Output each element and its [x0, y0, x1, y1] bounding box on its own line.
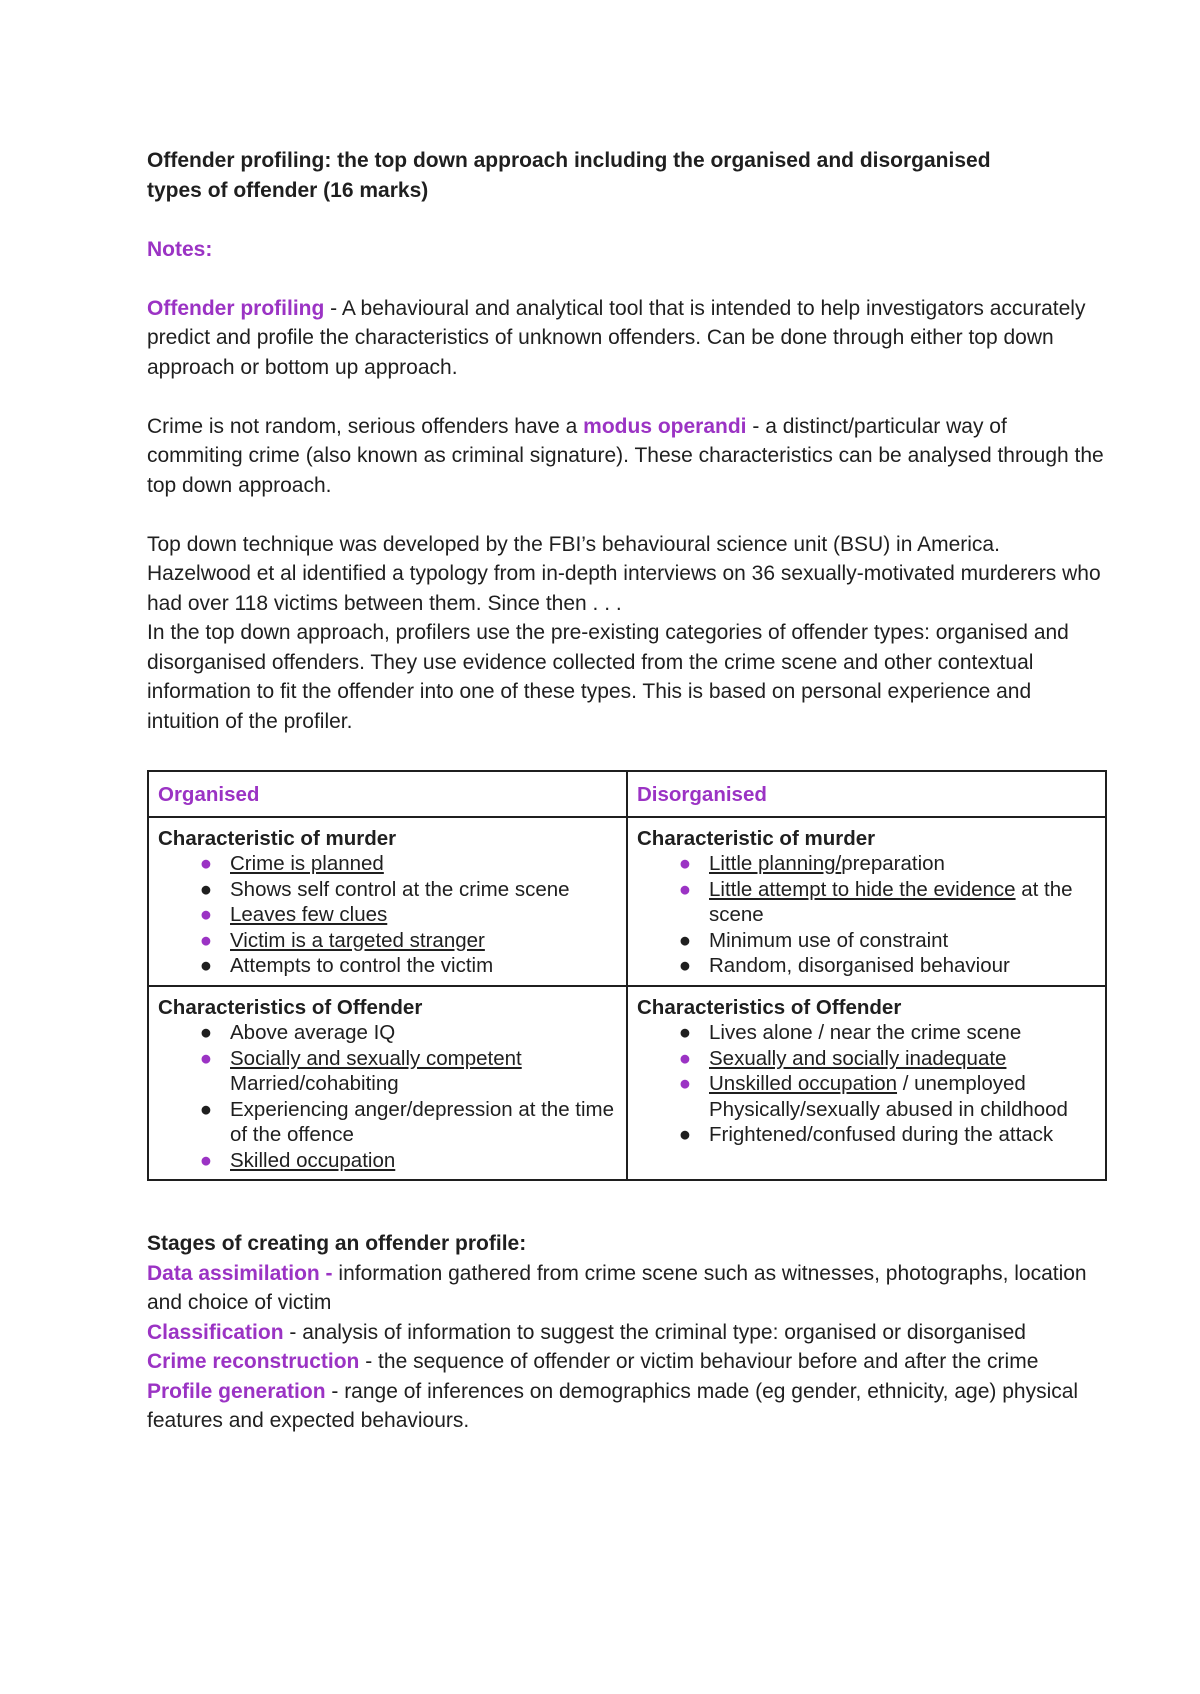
bullet-list — [158, 1020, 617, 1173]
item-text: Lives alone / near the crime scene — [709, 1021, 1022, 1044]
list-item — [199, 1097, 617, 1148]
top-down-paragraph-2: In the top down approach, profilers use the pre-existing categories of offender types: organised and disorganised offenders. They use evidence collected from the crime scene and other contextual information to fit the offender into one of these types. This is based on personal experience and intuition of the profiler. — [147, 621, 1069, 733]
stage-item — [147, 1259, 1107, 1318]
list-item — [230, 1071, 617, 1097]
underlined-text: Little attempt to hide the evidence — [709, 877, 1016, 901]
list-item — [678, 1046, 1096, 1072]
list-item — [199, 1046, 617, 1072]
item-text: Experiencing anger/depression at the time of the offence — [230, 1097, 615, 1146]
bullet-icon: ● — [678, 877, 692, 901]
stages-heading: Stages of creating an offender profile: — [147, 1232, 527, 1255]
stage-item — [147, 1318, 1107, 1348]
modus-paragraph — [147, 412, 1107, 501]
modus-term: modus operandi — [583, 414, 747, 438]
stage-text: - analysis of information to suggest the criminal type: organised or disorganised — [283, 1320, 1026, 1344]
list-item — [678, 877, 1096, 928]
list-item — [199, 1148, 617, 1174]
stage-text: - the sequence of offender or victim behaviour before and after the crime — [359, 1350, 1039, 1373]
title-line-2: types of offender (16 marks) — [147, 178, 429, 202]
bullet-icon: ● — [678, 1046, 692, 1070]
stage-item — [147, 1377, 1107, 1436]
list-item — [199, 953, 617, 979]
underlined-text: Unskilled occupation — [709, 1072, 898, 1095]
underlined-text: Crime is planned — [230, 852, 384, 875]
cell-heading: Characteristics of Offender — [158, 995, 423, 1019]
list-item — [678, 953, 1096, 979]
item-text: Frightened/confused during the attack — [709, 1123, 1054, 1146]
bullet-list — [637, 851, 1096, 979]
bullet-icon: ● — [199, 1097, 213, 1121]
definition-term: Offender profiling — [147, 296, 325, 320]
list-item — [199, 928, 617, 954]
stage-item — [147, 1347, 1107, 1377]
stages-list — [147, 1259, 1107, 1436]
item-text: Shows self control at the crime scene — [230, 877, 570, 901]
bullet-icon: ● — [678, 954, 692, 977]
definition-paragraph — [147, 294, 1107, 383]
list-item — [678, 851, 1096, 877]
stage-text: information gathered from crime scene such as witnesses, photographs, location and choice of victim — [147, 1261, 1087, 1314]
bullet-list — [637, 1020, 1096, 1148]
bullet-icon: ● — [678, 1021, 692, 1044]
stages-section — [147, 1229, 1107, 1436]
organised-header: Organised — [148, 771, 627, 817]
list-item — [678, 1122, 1096, 1148]
item-text: Married/cohabiting — [230, 1072, 399, 1095]
bullet-icon: ● — [199, 1021, 213, 1044]
document-title — [147, 146, 1107, 205]
underlined-text: Skilled occupation — [230, 1148, 396, 1172]
bullet-icon: ● — [678, 928, 692, 952]
cell-heading: Characteristic of murder — [158, 826, 397, 850]
stage-term: Classification — [147, 1320, 284, 1344]
organised-murder-cell — [148, 817, 627, 986]
organised-offender-cell — [148, 986, 627, 1181]
bullet-icon: ● — [199, 1148, 213, 1172]
comparison-table — [147, 770, 1107, 1181]
item-text: Attempts to control the victim — [230, 954, 494, 977]
underlined-text: Little planning/ — [709, 852, 842, 875]
item-text: preparation — [841, 852, 945, 875]
disorganised-murder-cell — [627, 817, 1106, 986]
table-row-offender — [148, 986, 1106, 1181]
list-item — [678, 928, 1096, 954]
stage-text: - range of inferences on demographics made (eg gender, ethnicity, age) physical features and expected behaviours. — [147, 1379, 1079, 1432]
cell-heading: Characteristic of murder — [637, 826, 876, 850]
stage-term: Profile generation — [147, 1379, 326, 1403]
stage-term: Data assimilation - — [147, 1261, 333, 1285]
bullet-list — [158, 851, 617, 979]
table-header-row — [148, 771, 1106, 817]
underlined-text: Leaves few clues — [230, 903, 388, 926]
table-row-murder — [148, 817, 1106, 986]
list-item — [199, 902, 617, 928]
item-text: at the scene — [709, 877, 1073, 926]
bullet-icon: ● — [199, 954, 213, 977]
disorganised-header: Disorganised — [627, 771, 1106, 817]
document-page — [147, 146, 1107, 1436]
bullet-icon: ● — [199, 877, 213, 901]
list-item — [199, 877, 617, 903]
list-item — [709, 1097, 1096, 1123]
underlined-text: Socially and sexually competent — [230, 1046, 522, 1070]
bullet-icon: ● — [199, 928, 213, 952]
list-item — [199, 1020, 617, 1046]
modus-pre: Crime is not random, serious offenders have a — [147, 414, 584, 438]
definition-text: - A behavioural and analytical tool that is intended to help investigators accurately predict and profile the characteristics of unknown offenders. Can be done through either top down approach or bottom up approach. — [147, 296, 1086, 379]
underlined-text: Victim is a targeted stranger — [230, 928, 485, 952]
modus-post: - a distinct/particular way of commiting crime (also known as criminal signature). These characteristics can be analysed through the top down approach. — [147, 414, 1104, 497]
disorganised-offender-cell — [627, 986, 1106, 1181]
bullet-icon: ● — [678, 1123, 692, 1146]
underlined-text: Sexually and socially inadequate — [709, 1046, 1007, 1070]
bullet-icon: ● — [199, 1046, 213, 1070]
cell-heading: Characteristics of Offender — [637, 995, 902, 1019]
item-text: Above average IQ — [230, 1021, 396, 1044]
stage-term: Crime reconstruction — [147, 1350, 360, 1373]
list-item — [678, 1020, 1096, 1046]
bullet-icon: ● — [678, 1072, 692, 1095]
bullet-icon: ● — [678, 852, 692, 875]
item-text: Minimum use of constraint — [709, 928, 949, 952]
top-down-paragraph-1: Top down technique was developed by the FBI’s behavioural science unit (BSU) in America. Hazelwood et al identified a typology from in-depth interviews on 36 sexually-motivated murderers who had over 118 victims between them. Since then . . . — [147, 532, 1101, 615]
item-text: / unemployed — [897, 1072, 1026, 1095]
list-item — [199, 851, 617, 877]
item-text: Physically/sexually abused in childhood — [709, 1097, 1068, 1121]
bullet-icon: ● — [199, 852, 213, 875]
item-text: Random, disorganised behaviour — [709, 954, 1010, 977]
title-line-1: Offender profiling: the top down approach including the organised and disorganised — [147, 149, 991, 172]
notes-label: Notes: — [147, 237, 213, 261]
list-item — [678, 1071, 1096, 1097]
bullet-icon: ● — [199, 903, 213, 926]
